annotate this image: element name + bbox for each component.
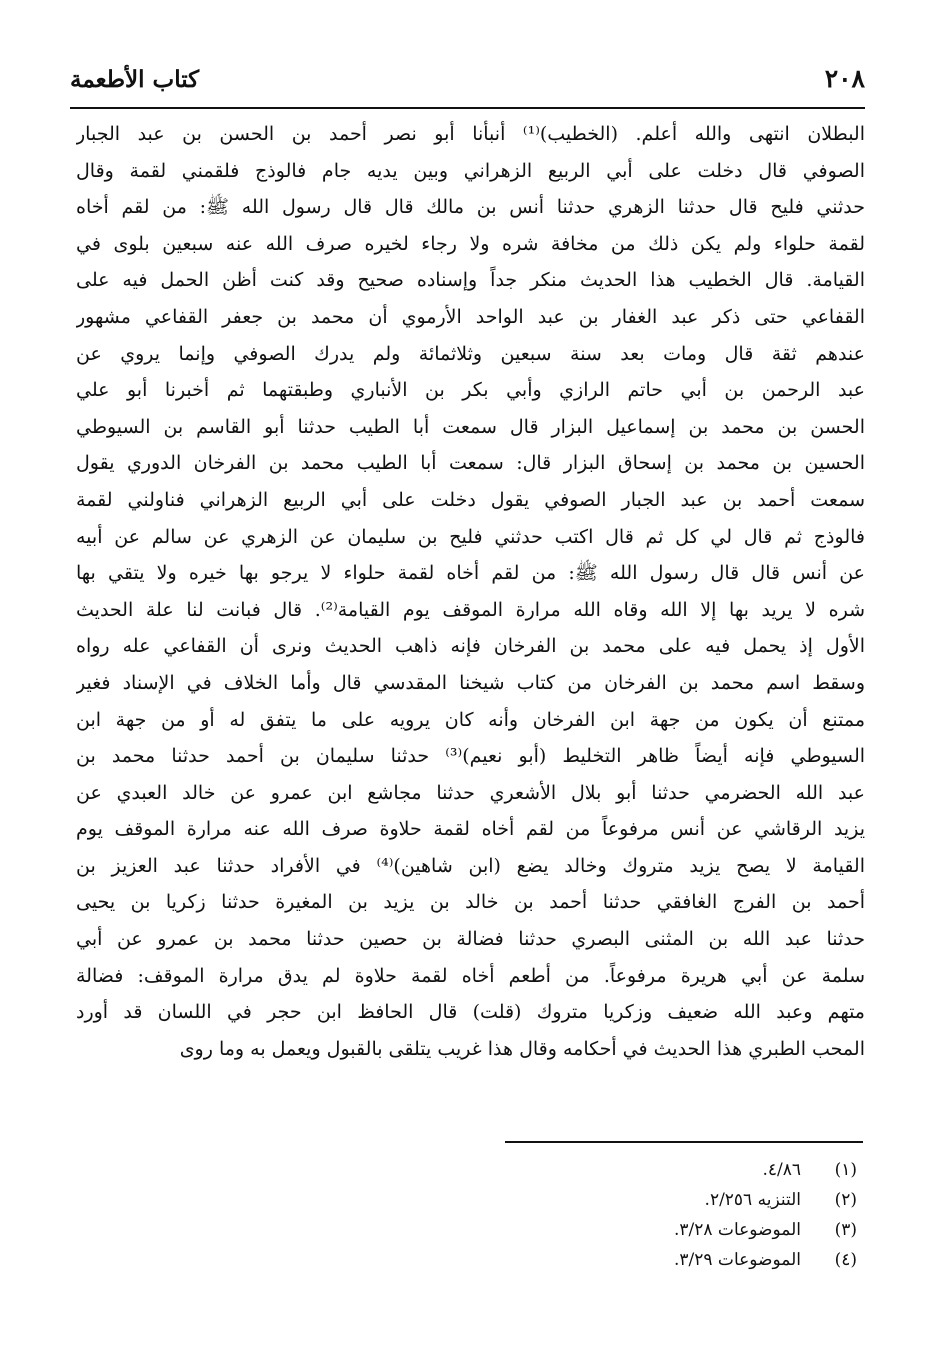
text-line: السيوطي فإنه أيضاً ظاهر التخليط (أبو نعيم)⁽³⁾ حدثنا سليمان بن أحمد حدثنا محمد بن: [76, 745, 865, 768]
text-line: فالوذج ثم قال لي كل ثم قال اكتب حدثني فليح بن سليمان عن الزهري عن سالم عن أبيه: [76, 525, 865, 548]
footnote-number: (١): [834, 1160, 857, 1180]
footnote-text: الموضوعات ٣/٢٨.: [674, 1220, 801, 1240]
text-line: حدثني فليح قال حدثنا الزهري حدثنا أنس بن مالك قال قال رسول الله ﷺ: من لقم أخاه: [76, 196, 865, 219]
text-line: عن أنس قال قال رسول الله ﷺ: من لقم أخاه لقمة حلواء لا يرجو بها خيره ولا يتقي بها: [76, 562, 865, 585]
text-line: المحب الطبري هذا الحديث في أحكامه وقال هذا غريب يتلقى بالقبول ويعمل به وما روى: [179, 1037, 865, 1060]
footnote-number: (٤): [834, 1250, 857, 1270]
text-line: البطلان انتهى والله أعلم. (الخطيب)⁽¹⁾ أنبأنا أبو نصر أحمد بن الحسن بن عبد الجبار: [76, 123, 865, 145]
footnote: [300, 1155, 857, 1185]
main-text: [76, 116, 865, 1067]
text-line: متهم وعبد الله ضعيف وزكريا متروك (قلت) قال الحافظ ابن حجر في اللسان قد أورد: [76, 1001, 865, 1024]
footnotes: [300, 1155, 857, 1275]
text-line: ممتنع أن يكون من جهة ابن الفرخان وأنه كان يرويه على ما يتفق له أو من جهة ابن: [76, 708, 865, 731]
text-line: الصوفي قال دخلت على أبي الربيع الزهراني وبين يديه جام فالوذج فلقمني لقمة وقال: [76, 159, 865, 182]
text-line: عندهم ثقة قال ومات بعد سنة سبعين وثلاثمائة ولم يدرك الصوفي وإنما يروي عن: [76, 342, 865, 365]
text-line: أحمد بن الفرج الغافقي حدثنا أحمد بن خالد بن يزيد بن المغيرة حدثنا زكريا بن يحيى: [76, 891, 865, 914]
text-line: عبد الرحمن بن أبي حاتم الرازي وأبي بكر بن الأنباري وطبقتهما ثم أخبرنا أبو علي: [76, 379, 865, 402]
text-line: حدثنا عبد الله بن المثنى البصري حدثنا فضالة بن حصين حدثنا محمد بن عمرو عن أبي: [76, 928, 865, 951]
text-line: القفاعي حتى ذكر عبد الغفار بن عبد الواحد الأرموي أن محمد بن جعفر القفاعي مشهور: [76, 305, 865, 328]
footnote-number: (٢): [834, 1190, 857, 1210]
page-number: ٢٠٨: [824, 64, 865, 93]
footnote-text: الموضوعات ٣/٢٩.: [674, 1250, 801, 1270]
text-line: الحسن بن محمد بن إسماعيل البزار قال سمعت أبا الطيب حدثنا أبو القاسم بن السيوطي: [76, 415, 865, 438]
text-line: سلمة عن أبي هريرة مرفوعاً. من أطعم أخاه لقمة حلاوة لم يدق مرارة الموقف: فضالة: [76, 964, 865, 987]
text-line: يزيد الرقاشي عن أنس مرفوعاً من لقم أخاه لقمة حلاوة صرف الله عنه مرارة الموقف يوم: [76, 818, 865, 841]
footnote: [300, 1215, 857, 1245]
running-title: كتاب الأطعمة: [70, 66, 200, 93]
text-line: الأول إذ يحمل فيه على محمد بن الفرخان فإنه ذاهب الحديث ونرى أن القفاعي عله رواه: [76, 635, 865, 658]
text-line: القيامة لا يصح يزيد متروك وخالد يضع (ابن شاهين)⁽⁴⁾ في الأفراد حدثنا عبد العزيز بن: [76, 854, 865, 877]
text-line: شره لا يريد بها إلا الله وقاه الله مرارة الموقف يوم القيامة⁽²⁾. قال فبانت لنا علة الحديث: [76, 598, 865, 621]
page-header: [70, 60, 865, 104]
text-line: القيامة. قال الخطيب هذا الحديث منكر جداً وإسناده صحيح وقد كنت أظن الحمل فيه على: [76, 269, 865, 292]
footnote: [300, 1185, 857, 1215]
footnote-number: (٣): [834, 1220, 857, 1240]
header-divider: [70, 107, 865, 109]
text-line: سمعت أحمد بن عبد الجبار الصوفي يقول دخلت على أبي الربيع الزهراني فناولني لقمة: [76, 488, 865, 511]
footnote: [300, 1245, 857, 1275]
text-line: لقمة حلواء ولم يكن ذلك من مخافة شره ولا رجاء لخيره صرف الله عنه سبعين بلوى في: [76, 232, 865, 255]
footnote-text: التنزيه ٢/٢٥٦.: [704, 1190, 801, 1210]
footnote-divider: [505, 1141, 863, 1143]
text-line: عبد الله الحضرمي حدثنا أبو بلال الأشعري حدثنا مجاشع ابن عمرو عن خالد العبدي عن: [76, 781, 865, 804]
footnote-text: ٤/٨٦.: [762, 1160, 801, 1180]
text-line: الحسين بن محمد بن إسحاق البزار قال: سمعت أبا الطيب محمد بن الفرخان الدوري يقول: [76, 452, 865, 475]
text-line: وسقط اسم محمد بن الفرخان من كتاب شيخنا المقدسي قال وأما الخلاف في الإسناد فغير: [76, 671, 865, 694]
